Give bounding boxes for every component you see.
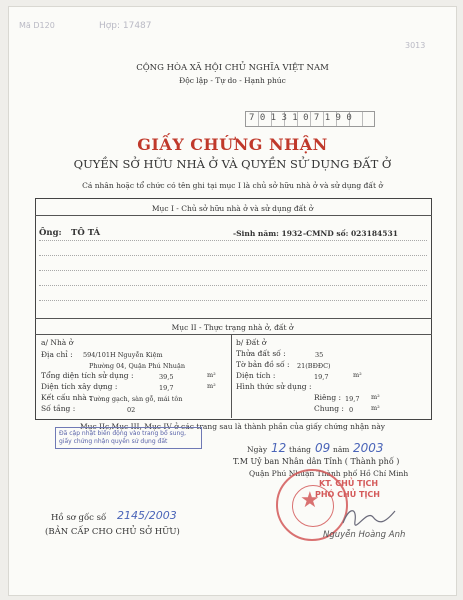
- record-number: 2145/2003: [117, 509, 177, 522]
- total-area-value: 39,5: [159, 373, 174, 381]
- date-month-label: tháng: [289, 445, 311, 454]
- signer-name: Nguyễn Hoàng Anh: [323, 530, 406, 540]
- sign-title-2: PHÓ CHỦ TỊCH: [315, 490, 380, 499]
- certificate-page: [8, 6, 457, 596]
- map-value: 21(BĐĐC): [297, 362, 331, 370]
- built-area-value: 19,7: [159, 384, 174, 392]
- motto: Độc lập - Tự do - Hạnh phúc: [179, 76, 286, 85]
- shared-unit: m²: [371, 404, 380, 412]
- built-area-unit: m²: [207, 382, 216, 390]
- private-unit: m²: [371, 393, 380, 401]
- floors-label: Số tầng :: [41, 404, 76, 413]
- land-area-value: 19,7: [314, 373, 329, 381]
- nation-heading: CỘNG HÒA XÃ HỘI CHỦ NGHĨA VIỆT NAM: [136, 63, 329, 73]
- section1-heading: Mục I - Chủ sở hữu nhà ở và sử dụng đất ở: [151, 204, 314, 213]
- date-year: 2003: [353, 441, 384, 455]
- sign-title-1: KT. CHỦ TỊCH: [319, 479, 379, 488]
- built-area-label: Diện tích xây dựng :: [41, 382, 118, 391]
- plot-label: Thửa đất số :: [236, 349, 286, 358]
- update-note: Đã cập nhật biến động vào trang bổ sung, giấy chứng nhận quyền sử dụng đất: [55, 427, 202, 449]
- footer-note: Mục IIc,Mục III, Mục IV ở các trang sau là thành phần của giấy chứng nhận này: [79, 422, 386, 431]
- certificate-subtitle: QUYỀN SỞ HỮU NHÀ Ở VÀ QUYỀN SỬ DỤNG ĐẤT Ở: [73, 157, 392, 171]
- house-address-label: Địa chỉ :: [41, 350, 73, 359]
- house-heading: a/ Nhà ở: [41, 338, 74, 347]
- owner-id: -CMND số: 023184531: [303, 229, 398, 238]
- date-day: 12: [271, 441, 287, 455]
- structure-value: Tường gạch, sàn gỗ, mái tôn: [89, 395, 183, 403]
- house-address-value: 594/101H Nguyễn Kiệm: [83, 351, 163, 359]
- pencil-note-right: 3013: [405, 41, 426, 50]
- owner-birth: -Sinh năm: 1932: [233, 229, 303, 238]
- total-area-unit: m²: [207, 371, 216, 379]
- pencil-note-left: Mã D120: [19, 21, 55, 30]
- floors-value: 02: [127, 406, 136, 414]
- map-label: Tờ bản đồ số :: [236, 360, 290, 369]
- date-month: 09: [315, 441, 331, 455]
- certificate-title: GIẤY CHỨNG NHẬN: [137, 135, 328, 154]
- serial-number: 7013107190: [249, 113, 358, 123]
- date-year-label: năm: [333, 445, 350, 454]
- authority-line2: Quận Phú Nhuận Thành phố Hồ Chí Minh: [249, 469, 409, 478]
- shared-label: Chung :: [314, 404, 344, 413]
- shared-value: 0: [349, 406, 354, 414]
- record-label: Hồ sơ gốc số: [51, 513, 107, 523]
- authority-line1: T.M Uỷ ban Nhân dân Tỉnh ( Thành phố ): [233, 457, 400, 466]
- owner-label: Ông:: [39, 228, 62, 238]
- copy-note: (BẢN CẤP CHO CHỦ SỞ HỮU): [45, 527, 180, 537]
- date-day-label: Ngày: [247, 445, 268, 454]
- section2-heading: Mục II - Thực trạng nhà ở, đất ở: [171, 323, 294, 332]
- private-value: 19,7: [345, 395, 360, 403]
- house-address-line2: Phường 04, Quận Phú Nhuận: [89, 362, 186, 370]
- intro-text: Cá nhân hoặc tổ chức có tên ghi tại mục I là chủ sở hữu nhà ở và sử dụng đất ở: [82, 181, 383, 190]
- land-area-label: Diện tích :: [236, 371, 276, 380]
- land-area-unit: m²: [353, 371, 362, 379]
- official-seal: ★: [276, 469, 348, 541]
- plot-value: 35: [315, 351, 324, 359]
- structure-label: Kết cấu nhà :: [41, 393, 92, 402]
- signature-scribble: [339, 503, 399, 529]
- usage-label: Hình thức sử dụng :: [236, 382, 312, 391]
- total-area-label: Tổng diện tích sử dụng :: [41, 371, 134, 380]
- private-label: Riêng :: [314, 393, 342, 402]
- pencil-note-middle: Hợp: 17487: [99, 21, 152, 31]
- land-heading: b/ Đất ở: [236, 338, 267, 347]
- serial-number-box: [245, 111, 375, 127]
- owner-name: TÔ TÁ: [71, 228, 101, 238]
